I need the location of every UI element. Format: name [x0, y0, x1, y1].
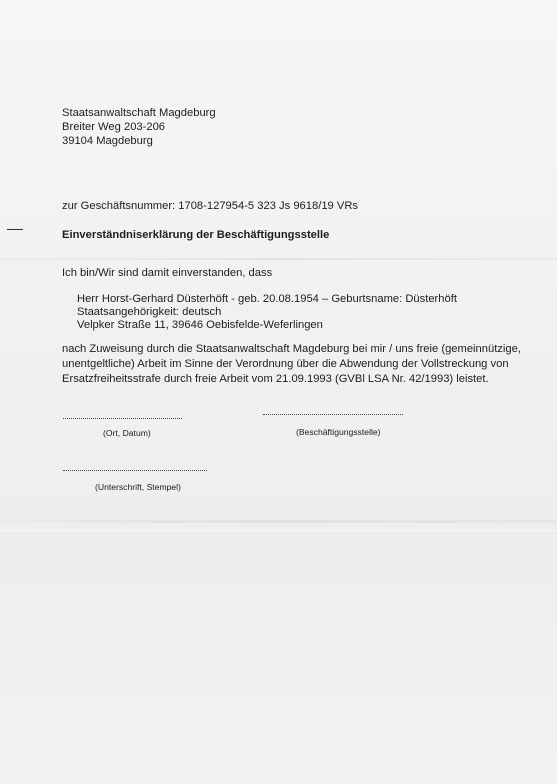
recipient-city: 39104 Magdeburg — [62, 135, 153, 147]
person-address: Velpker Straße 11, 39646 Oebisfelde-Weferlingen — [77, 319, 323, 331]
employer-label: (Beschäftigungsstelle) — [296, 427, 381, 437]
person-details: Herr Horst-Gerhard Düsterhöft - geb. 20.08.1954 – Geburtsname: Düsterhöft — [77, 293, 457, 305]
intro-text: Ich bin/Wir sind damit einverstanden, dass — [62, 267, 273, 279]
person-nationality: Staatsangehörigkeit: deutsch — [77, 306, 222, 318]
paper-fold — [0, 520, 557, 523]
recipient-street: Breiter Weg 203-206 — [62, 121, 166, 133]
place-date-line — [63, 418, 182, 419]
recipient-name: Staatsanwaltschaft Magdeburg — [62, 107, 216, 119]
body-text-line: Ersatzfreiheitsstrafe durch freie Arbeit vom 21.09.1993 (GVBl LSA Nr. 42/1993) leistet. — [62, 373, 489, 385]
body-text-line: nach Zuweisung durch die Staatsanwaltschaft Magdeburg bei mir / uns freie (gemeinnützige, — [62, 343, 521, 355]
paper-fold — [0, 530, 557, 531]
signature-line — [63, 470, 207, 471]
body-text-line: unentgeltliche) Arbeit im Sinne der Verordnung über die Abwendung der Vollstreckung von — [62, 358, 509, 370]
document-heading: Einverständniserklärung der Beschäftigungsstelle — [62, 229, 330, 241]
signature-label: (Unterschrift, Stempel) — [95, 482, 181, 492]
paper-fold — [0, 258, 557, 260]
fold-mark — [7, 229, 23, 230]
place-date-label: (Ort, Datum) — [103, 428, 151, 438]
employer-line — [263, 414, 403, 415]
reference-number: zur Geschäftsnummer: 1708-127954-5 323 Js 9618/19 VRs — [62, 200, 359, 212]
